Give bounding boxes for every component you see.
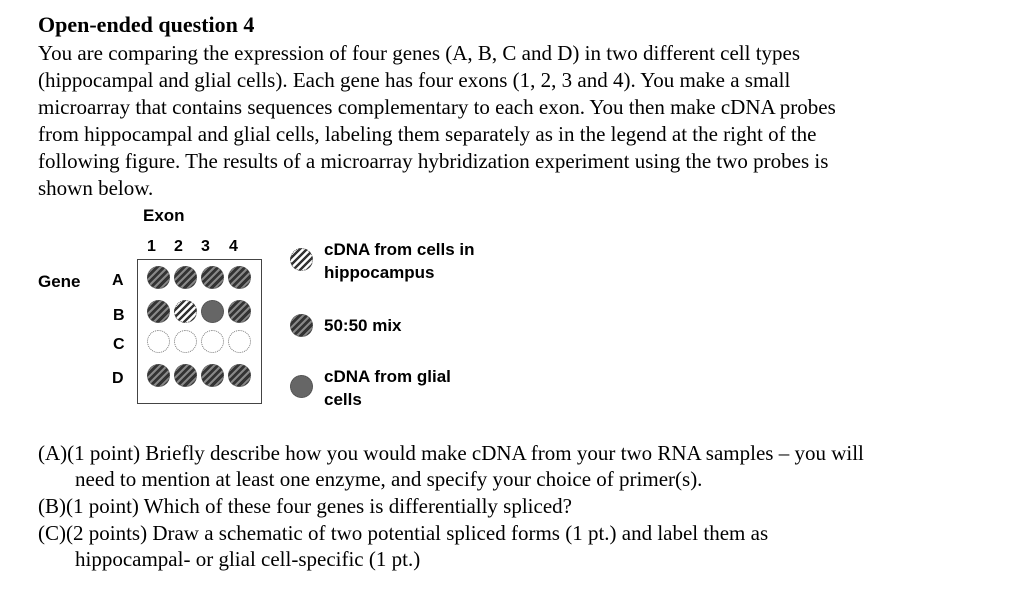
array-spot-A4 (228, 266, 251, 289)
gene-letter: B (113, 307, 125, 324)
exon-number: 2 (174, 238, 183, 255)
array-spot-C4 (228, 330, 251, 353)
intro-line: shown below. (38, 176, 154, 200)
array-spot-B3 (201, 300, 224, 323)
exon-axis-label: Exon (143, 206, 185, 225)
intro-line: (hippocampal and glial cells). Each gene has four exons (1, 2, 3 and 4). You make a small (38, 68, 791, 92)
question-a: (A)(1 point) Briefly describe how you would make cDNA from your two RNA samples – you will (38, 441, 864, 465)
array-spot-C2 (174, 330, 197, 353)
microarray-grid (137, 259, 262, 404)
question-c: (C)(2 points) Draw a schematic of two potential spliced forms (1 pt.) and label them as (38, 521, 769, 545)
gene-letter: A (112, 272, 124, 289)
question-intro (38, 40, 998, 202)
exon-number: 3 (201, 238, 210, 255)
question-title: Open-ended question 4 (38, 12, 255, 37)
question-c-cont: hippocampal- or glial cell-specific (1 pt.) (75, 547, 421, 571)
array-spot-D1 (147, 364, 170, 387)
gene-letter: D (112, 370, 124, 387)
gene-axis-label: Gene (38, 272, 81, 291)
array-spot-C1 (147, 330, 170, 353)
array-spot-A3 (201, 266, 224, 289)
intro-line: microarray that contains sequences complementary to each exon. You then make cDNA probes (38, 95, 836, 119)
array-spot-D3 (201, 364, 224, 387)
array-spot-A1 (147, 266, 170, 289)
array-spot-B4 (228, 300, 251, 323)
array-spot-A2 (174, 266, 197, 289)
legend-hippocampus-swatch (290, 248, 313, 271)
exon-number: 1 (147, 238, 156, 255)
question-a-cont: need to mention at least one enzyme, and specify your choice of primer(s). (75, 467, 703, 491)
legend-glial-swatch (290, 375, 313, 398)
intro-line: following figure. The results of a microarray hybridization experiment using the two probes is (38, 149, 829, 173)
legend-mix-text: 50:50 mix (324, 316, 402, 335)
array-spot-D2 (174, 364, 197, 387)
gene-letter: C (113, 336, 125, 353)
array-spot-B2 (174, 300, 197, 323)
question-b: (B)(1 point) Which of these four genes is differentially spliced? (38, 494, 572, 518)
legend-hippocampus-text: cDNA from cells in hippocampus (324, 240, 475, 282)
intro-line: You are comparing the expression of four genes (A, B, C and D) in two different cell types (38, 41, 801, 65)
legend-glial-text: cDNA from glial cells (324, 367, 451, 409)
intro-line: from hippocampal and glial cells, labeling them separately as in the legend at the right of the (38, 122, 817, 146)
array-spot-C3 (201, 330, 224, 353)
exon-number: 4 (229, 238, 238, 255)
array-spot-D4 (228, 364, 251, 387)
array-spot-B1 (147, 300, 170, 323)
legend-mix-swatch (290, 314, 313, 337)
